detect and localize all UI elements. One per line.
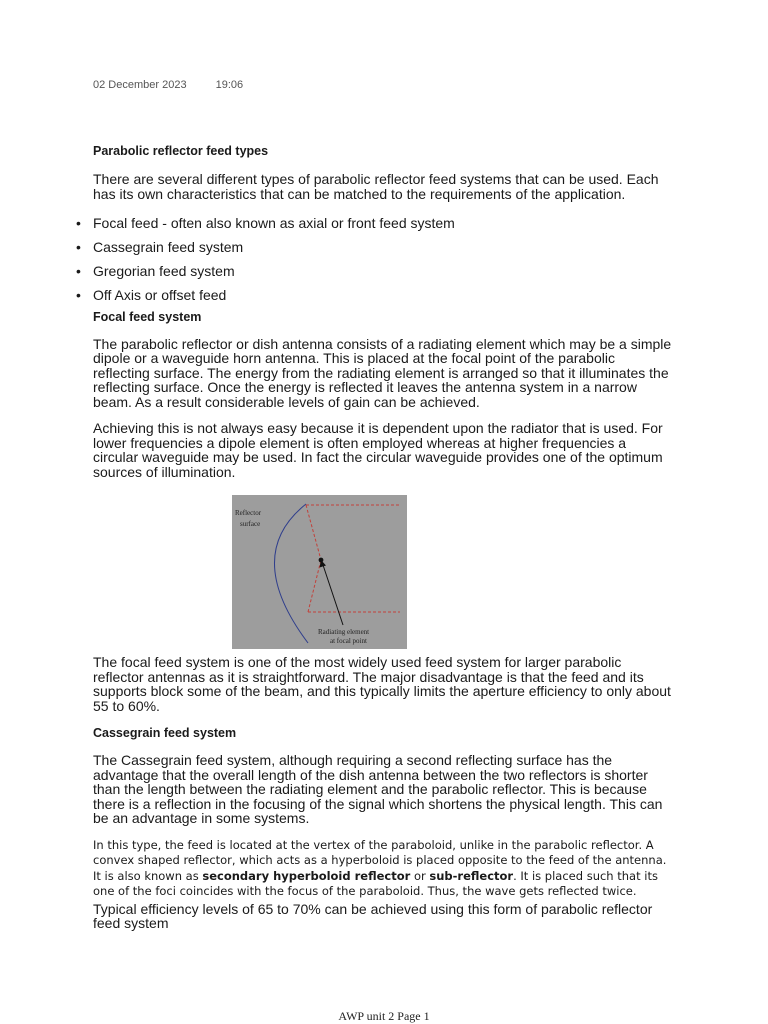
intro-paragraph: There are several different types of parabolic reflector feed systems that can be used. Each has its own characteristics that can be matched to the requirements of the application. [93,171,659,202]
heading-feed-types: Parabolic reflector feed types [93,144,269,158]
focal-paragraph-1: The parabolic reflector or dish antenna consists of a radiating element which may be a simple dipole or a waveguide horn antenna. This is placed at the focal point of the parabolic reflecting surface. The energy from the radiating element is arranged so that it illuminates the reflecting surface. Once the energy is reflected it leaves the antenna system in a narrow beam. As a result considerable levels of gain can be achieved. [93,335,672,410]
focal-paragraph-3: The focal feed system is one of the most widely used feed system for larger parabolic reflector antennas as it is straightforward. The major disadvantage is that the feed and its supports block some of the beam, and this typically limits the aperture efficiency to only about 55 to 60%. [93,654,671,714]
list-item: • Focal feed - often also known as axial or front feed system [93,216,673,231]
list-item: • Gregorian feed system [93,264,673,279]
time-text: 19:06 [215,79,244,91]
focal-feed-diagram [232,495,407,649]
label-radiating-line1: Radiating element [318,628,370,636]
label-reflector-line2: surface [240,520,261,528]
date-text: 02 December 2023 [93,79,187,91]
focal-feed-diagram-svg [232,495,407,649]
timestamp [93,79,243,91]
pasted-text-part: or [410,868,430,883]
label-reflector-line1: Reflector [235,509,262,517]
list-item: • Cassegrain feed system [93,240,673,255]
pasted-text-part: . It is placed such that its one of the foci coincides with the focus of the paraboloid. Thus, the wave gets reflected twice. [93,868,658,898]
cassegrain-paragraph-3: Typical efficiency levels of 65 to 70% can be achieved using this form of parabolic reflector feed system [93,900,653,931]
pasted-text-part: In this type, the feed is located at the vertex of the paraboloid, unlike in the parabolic reflector. A convex shaped reflector, which acts as a hyperboloid is placed opposite to the feed of the antenna. It is also known as [93,837,667,883]
feed-type-list [93,216,673,303]
bold-term-sub-reflector: sub-reflector [429,868,514,883]
list-item: • Off Axis or offset feed [93,288,673,303]
cassegrain-paragraph-1: The Cassegrain feed system, although requiring a second reflecting surface has the advantage that the overall length of the dish antenna between the two reflectors is shorter than the length between the radiating element and the parabolic reflector. This is because there is a reflection in the focusing of the signal which shortens the physical length. This can be an advantage in some systems. [93,752,663,826]
label-radiating-line2: at focal point [330,637,367,645]
bold-term-secondary-hyperboloid: secondary hyperboloid reflector [202,868,411,883]
heading-cassegrain: Cassegrain feed system [93,726,237,740]
diagram-background [232,495,407,649]
page-footer: AWP unit 2 Page 1 [338,1009,430,1023]
heading-focal-feed: Focal feed system [93,309,202,324]
cassegrain-pasted-text [93,838,673,900]
focal-paragraph-2: Achieving this is not always easy because it is dependent upon the radiator that is used. For lower frequencies a dipole element is often employed whereas at higher frequencies a circular waveguide may be used. In fact the circular waveguide provides one of the optimum sources of illumination. [93,420,663,480]
